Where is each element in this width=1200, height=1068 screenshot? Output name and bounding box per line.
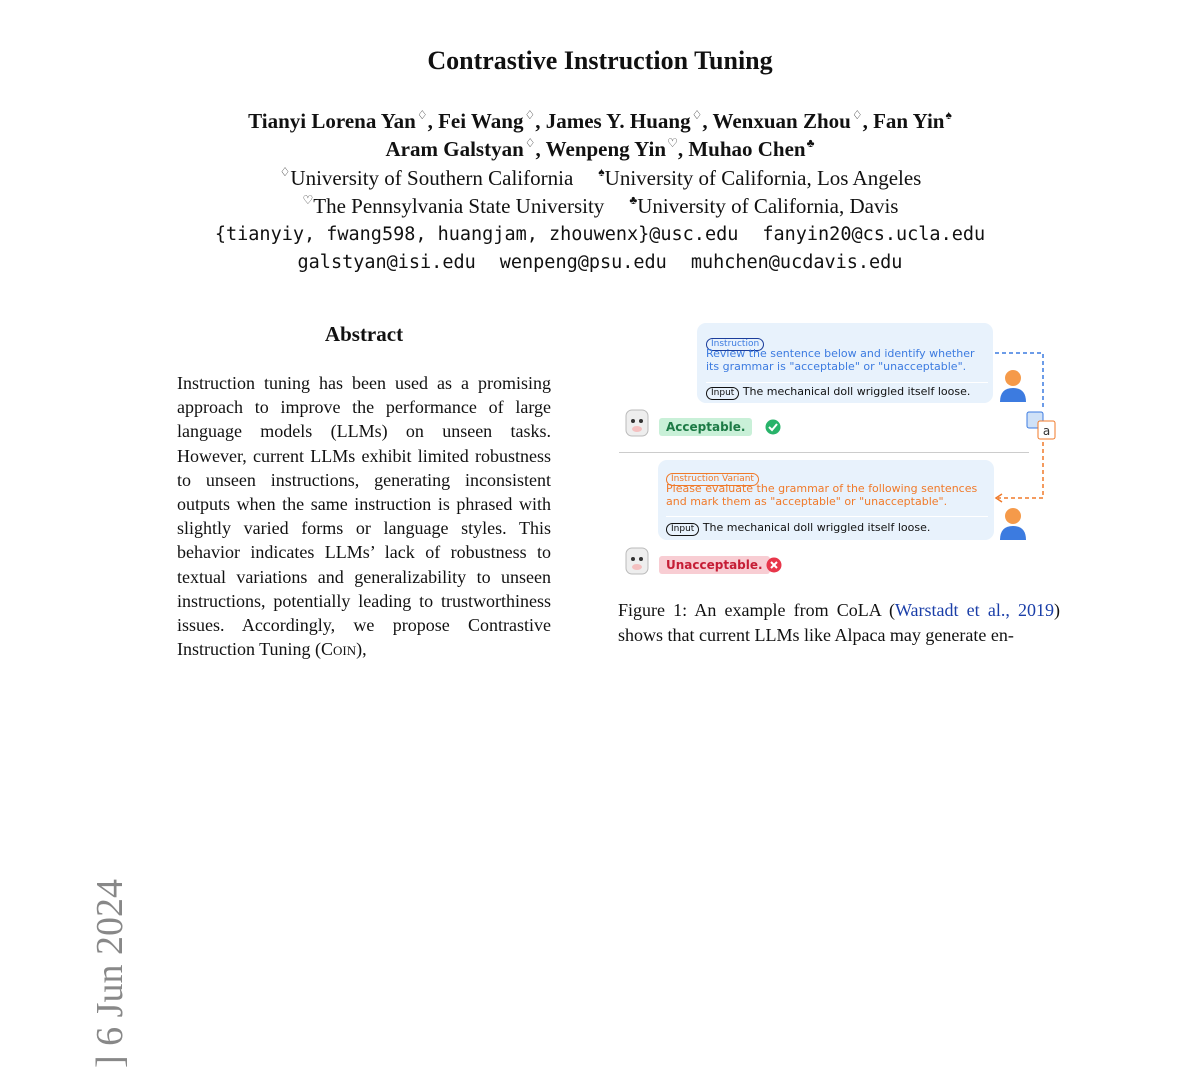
caption-prefix: Figure 1: An example from CoLA (: [618, 600, 895, 620]
citation-link[interactable]: Warstadt et al., 2019: [894, 600, 1054, 620]
emails-line-2: [0, 252, 1200, 273]
email[interactable]: fanyin20@cs.ucla.edu: [762, 224, 986, 245]
instruction-text: Review the sentence below and identify whether its grammar is "acceptable" or "unacceptable".: [706, 347, 975, 373]
divider: [619, 452, 1029, 453]
authors-line-2: Aram Galstyan♢, Wenpeng Yin♡, Muhao Chen♣: [385, 136, 815, 161]
affiliation-mark: ♡: [667, 136, 678, 150]
email[interactable]: wenpeng@psu.edu: [499, 252, 667, 273]
input-text-1: The mechanical doll wriggled itself loose.: [742, 385, 971, 398]
affiliation-mark: ♢: [524, 136, 536, 150]
affiliation-mark: ♣: [806, 136, 815, 150]
translate-glyph: a: [1042, 424, 1051, 438]
email[interactable]: galstyan@isi.edu: [297, 252, 476, 273]
arxiv-stamp-text: ] 6 Jun 2024: [89, 879, 131, 1068]
user-icon-2: [998, 506, 1028, 542]
variant-text: Please evaluate the grammar of the following sentences and mark them as "acceptable" or "unacceptable".: [666, 482, 978, 508]
figure-caption: [618, 598, 1060, 648]
affiliation: ♡The Pennsylvania State University: [302, 193, 605, 218]
output-unacceptable: Unacceptable.: [659, 556, 770, 574]
caption-line-2: shows that current LLMs like Alpaca may generate en-: [618, 625, 1014, 645]
affiliation-mark: ♢: [279, 165, 291, 179]
authors-line-1: Tianyi Lorena Yan♢, Fei Wang♢, James Y. Huang♢, Wenxuan Zhou♢, Fan Yin♠: [248, 108, 952, 133]
affiliation: ♢University of Southern California: [279, 165, 574, 190]
email[interactable]: muhchen@ucdavis.edu: [690, 252, 903, 273]
blue-dashed-arrow: [993, 348, 1053, 418]
author-name: Tianyi Lorena Yan: [248, 109, 416, 133]
abstract-body: Instruction tuning has been used as a promising approach to improve the performance of large language models (LLMs) on unseen tasks. However, current LLMs exhibit limited robustness to unseen instructions, generating inconsistent outputs when the same instruction is phrased with slightly varied forms or language styles. This behavior indicates LLMs’ lack of robustness to textual variations and generalizability to unseen instructions, potentially leading to trustworthiness issues. Accordingly, we propose Contrastive Instruction Tuning (Coin),: [177, 373, 551, 660]
email[interactable]: {tianyiy, fwang598, huangjam, zhouwenx}@usc.edu: [214, 224, 739, 245]
input-row-2: [666, 521, 930, 536]
orange-dashed-arrow: [990, 440, 1050, 510]
variant-label: Instruction Variant: [666, 473, 759, 486]
input-row-1: [706, 385, 970, 400]
author-name: Muhao Chen: [688, 137, 806, 161]
affiliation-mark: ♢: [416, 108, 428, 122]
emails-line-1: [0, 224, 1200, 245]
affiliation: ♠University of California, Los Angeles: [598, 165, 922, 190]
input-text-2: The mechanical doll wriggled itself loose.: [702, 521, 931, 534]
author-name: James Y. Huang: [545, 109, 691, 133]
translate-icon: [1025, 410, 1059, 444]
caption-suffix: ): [1054, 600, 1060, 620]
input-label-1: Input: [706, 387, 739, 400]
affiliations-line-2: [0, 193, 1200, 219]
affiliation-mark: ♣: [629, 193, 638, 207]
instruction-label: Instruction: [706, 338, 764, 351]
output-acceptable: Acceptable.: [659, 418, 752, 436]
cross-icon: [766, 557, 782, 573]
affiliation-mark: ♠: [945, 108, 952, 122]
affiliations-line-1: [0, 165, 1200, 191]
affiliation: ♣University of California, Davis: [629, 193, 899, 218]
affiliation-mark: ♢: [524, 108, 536, 122]
affiliation-mark: ♠: [598, 165, 605, 179]
author-name: Aram Galstyan: [385, 137, 524, 161]
author-name: Fan Yin: [873, 109, 945, 133]
author-name: Wenpeng Yin: [545, 137, 667, 161]
affiliation-mark: ♢: [851, 108, 863, 122]
author-name: Wenxuan Zhou: [712, 109, 851, 133]
affiliation-mark: ♡: [302, 193, 314, 207]
llama-icon: [620, 406, 654, 440]
instruction-bubble: [697, 323, 993, 403]
instruction-variant-bubble: [658, 460, 994, 540]
figure-1: [615, 318, 1065, 588]
author-name: Fei Wang: [438, 109, 524, 133]
affiliation-mark: ♢: [691, 108, 703, 122]
check-icon: [765, 419, 781, 435]
llama-icon-2: [620, 544, 654, 578]
paper-title: Contrastive Instruction Tuning: [427, 46, 773, 75]
input-label-2: Input: [666, 523, 699, 536]
abstract-heading: Abstract: [324, 322, 404, 346]
arxiv-stamp: [20, 420, 131, 1068]
